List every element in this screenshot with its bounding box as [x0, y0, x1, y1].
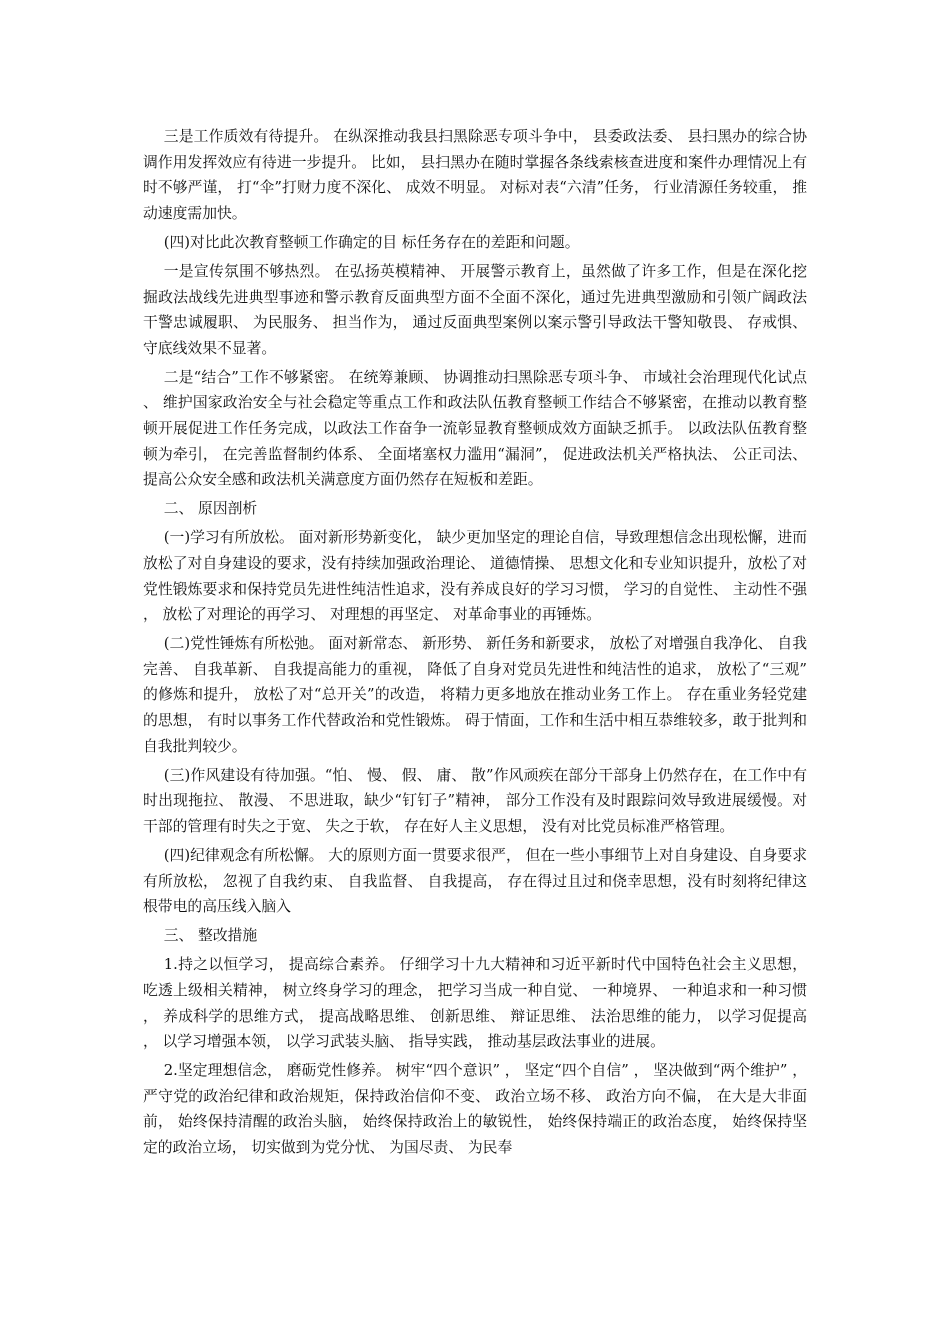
- section-heading-gaps: (四)对比此次教育整顿工作确定的目 标任务存在的差距和问题。: [163, 233, 580, 251]
- section-heading-cause-analysis: 二、 原因剖析: [163, 500, 258, 518]
- paragraph-party-spirit: (二)党性锤炼有所松弛。 面对新常态、 新形势、 新任务和新要求， 放松了对增强自我净化、 自我完善、 自我革新、 自我提高能力的重视， 降低了自身对党员先进性和纯洁性的追求， 放松了“三观”的修炼和提升， 放松了对“总开关”的改造， 将精力更多地放在推动业务工作上。 存在重业务轻党建的思想， 有时以事务工作代替政治和党性锻炼。 碍于情面，工作和生活中相互恭维较多，敢于批判和自我批判较少。: [143, 635, 807, 755]
- document-body: [143, 124, 807, 1164]
- paragraph-integration: 二是“结合”工作不够紧密。 在统筹兼顾、 协调推动扫黑除恶专项斗争、 市域社会治理现代化试点、 维护国家政治安全与社会稳定等重点工作和政法队伍教育整顿工作结合不够紧密，在推动以教育整顿开展促进工作任务完成，以政法工作奋争一流彰显教育整顿成效方面缺乏抓手。 以政法队伍教育整顿为牵引， 在完善监督制约体系、 全面堵塞权力滥用“漏洞”， 促进政法机关严格执法、 公正司法、 提高公众安全感和政法机关满意度方面仍然存在短板和差距。: [143, 368, 807, 489]
- paragraph-work-quality: 三是工作质效有待提升。 在纵深推动我县扫黑除恶专项斗争中， 县委政法委、 县扫黑办的综合协调作用发挥效应有待进一步提升。 比如， 县扫黑办在随时掌握各条线索核查进度和案件办理情况上有时不够严谨， 打“伞”打财力度不深化、 成效不明显。 对标对表“六清”任务， 行业清源任务较重， 推动速度需加快。: [143, 128, 807, 222]
- paragraph-learning-relaxed: (一)学习有所放松。 面对新形势新变化， 缺少更加坚定的理论自信，导致理想信念出现松懈，进而放松了对自身建设的要求，没有持续加强政治理论、 道德情操、 思想文化和专业知识提升，放松了对党性锻炼要求和保持党员先进性纯洁性追求，没有养成良好的学习习惯， 学习的自觉性、 主动性不强， 放松了对理论的再学习、 对理想的再坚定、 对革命事业的再锤炼。: [143, 529, 807, 624]
- section-heading-rectification: 三、 整改措施: [163, 927, 258, 945]
- paragraph-measure-ideals: 2.坚定理想信念， 磨砺党性修养。 树牢“四个意识” ， 坚定“四个自信” ， 坚决做到“两个维护” ， 严守党的政治纪律和政治规矩，保持政治信仰不变、 政治立场不移、 政治方向不偏， 在大是大非面前， 始终保持清醒的政治头脑， 始终保持政治上的敏锐性， 始终保持端正的政治态度， 始终保持坚定的政治立场， 切实做到为党分忧、 为国尽责、 为民奉: [143, 1062, 807, 1157]
- paragraph-publicity: 一是宣传氛围不够热烈。 在弘扬英模精神、 开展警示教育上，虽然做了许多工作，但是在深化挖掘政法战线先进典型事迹和警示教育反面典型方面不全面不深化，通过先进典型激励和引领广阔政法干警忠诚履职、 为民服务、 担当作为， 通过反面典型案例以案示警引导政法干警知敬畏、 存戒惧、 守底线效果不显著。: [143, 262, 807, 357]
- paragraph-discipline: (四)纪律观念有所松懈。 大的原则方面一贯要求很严， 但在一些小事细节上对自身建设、自身要求有所放松， 忽视了自我约束、 自我监督、 自我提高， 存在得过且过和侥幸思想，没有时刻将纪律这根带电的高压线入脑入: [143, 847, 807, 916]
- paragraph-measure-learning: 1.持之以恒学习， 提高综合素养。 仔细学习十九大精神和习近平新时代中国特色社会主义思想， 吃透上级相关精神， 树立终身学习的理念， 把学习当成一种自觉、 一种境界、 一种追求和一种习惯， 养成科学的思维方式， 提高战略思维、 创新思维、 辩证思维、 法治思维的能力， 以学习促提高， 以学习增强本领， 以学习武装头脑、 指导实践， 推动基层政法事业的进展。: [143, 956, 807, 1051]
- paragraph-work-style: (三)作风建设有待加强。“怕、 慢、 假、 庸、 散”作风顽疾在部分干部身上仍然存在，在工作中有时出现拖拉、 散漫、 不思进取，缺少“钉钉子”精神， 部分工作没有及时跟踪问效导致进展缓慢。对干部的管理有时失之于宽、 失之于软， 存在好人主义思想， 没有对比党员标准严格管理。: [143, 766, 807, 835]
